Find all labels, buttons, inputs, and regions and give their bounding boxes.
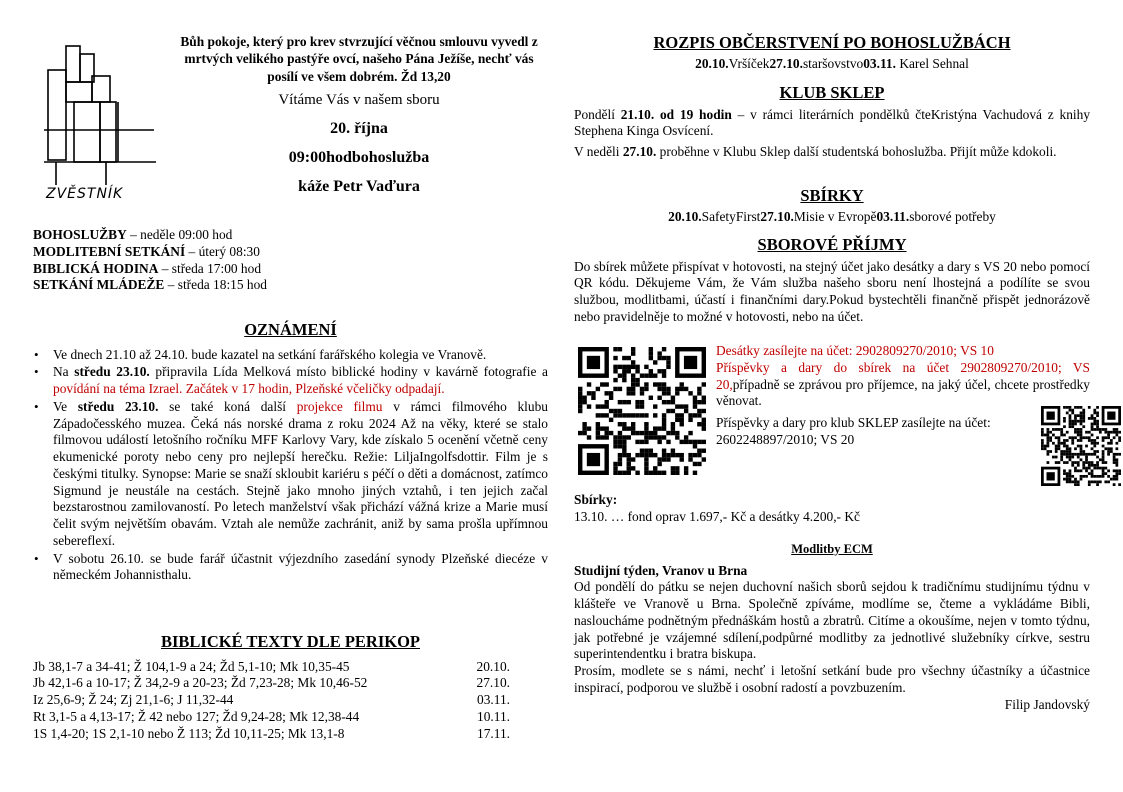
club-title: KLUB SKLEP	[779, 83, 885, 102]
schedule-time: – středa 17:00 hod	[158, 260, 262, 276]
income-section	[574, 235, 1090, 326]
prayers-paragraph: Prosím, modlete se s námi, nechť i letošní setkání bude pro všechny účastníky a účastnice inspirací, podporou ve službě i osobní radostí a povzbuzením.	[574, 663, 1090, 695]
refreshment-person: Karel Sehnal	[895, 55, 969, 71]
club-text: – v rámci literárních pondělků čteKristýna Vachudová z knihy Stephena Kinga Osvícení.	[574, 106, 1091, 139]
announcements-list	[33, 347, 548, 585]
club-text: V neděli	[574, 144, 623, 160]
collection-sums-label: Sbírky:	[574, 492, 618, 507]
bible-reference: 1S 1,4-20; 1S 2,1-10 nebo Ž 113; Žd 10,11-25; Mk 13,1-8	[33, 725, 345, 741]
bible-reference: Jb 42,1-6 a 10-17; Ž 34,2-9 a 20-23; Žd 7,23-28; Mk 10,46-52	[33, 675, 368, 691]
schedule-name: SETKÁNÍ MLÁDEŽE	[33, 277, 165, 293]
announcement-item	[53, 399, 548, 550]
table-row	[33, 709, 548, 726]
prayers-section	[574, 542, 1090, 713]
refreshments-title: ROZPIS OBČERSTVENÍ PO BOHOSLUŽBÁCH	[653, 33, 1011, 52]
bible-texts-table	[33, 659, 548, 743]
reading-date: 20.10.	[476, 658, 510, 674]
collection-purpose: sborové potřeby	[909, 208, 996, 224]
weekly-schedule	[33, 227, 333, 294]
income-intro: Do sbírek můžete přispívat v hotovosti, na stejný účet jako desátky a dary s VS 20 nebo pomocí QR kódu. Děkujeme Vám, že Vám služba našeho sboru není lhostejná a podílíte se svou službou, modlitbami, účastí i finančními dary.Pokud bystechtěli finančně přispět jednorázově nebo pravidelněje to možné v hotovosti, nebo na účet.	[574, 258, 1090, 324]
announcement-date: středu 23.10.	[77, 398, 159, 414]
announcement-text: Ve dnech 21.10 až 24.10. bude kazatel na setkání farářského kolegia ve Vranově.	[53, 346, 487, 362]
refreshment-date: 20.10.	[695, 55, 729, 71]
collections-section	[574, 186, 1090, 225]
income-title: SBOROVÉ PŘÍJMY	[757, 235, 907, 254]
schedule-row	[33, 227, 333, 244]
schedule-row	[33, 261, 333, 278]
announcement-text: v rámci filmového klubu Západočesského muzea. Čeká nás norské drama z roku 2024 Až na věky, které se stalo filmovou událostí letošního ročníku MFF Karlovy Vary, kde získalo 5 ocenění včetně ceny ekumenické poroty nebo ceny pro nejlepší herečku. Režie: LiljaIngolfsdottir. Film je s českými titulky. Synopse: Marie se snaží skloubit kariéru s péčí o děti a domácnost, zatímco Sigmund je neustále na cestách. Stejně jako mnoho jiných vztahů, i ten jejich začal bezstarostnou zamilovaností. Po letech manželství však přichází vážná krize a Marie musí čelit svým největším obavám. Vztah ale nemůže zachránit, aniž by sama prošla upřímnou sebereflexí.	[53, 398, 548, 548]
header	[170, 33, 548, 197]
reading-date: 17.11.	[477, 725, 510, 741]
refreshment-date: 03.11.	[863, 55, 896, 71]
qr-code-icon	[578, 347, 706, 475]
account-info	[716, 343, 1090, 449]
service-time: 09:00hodbohoslužba	[288, 149, 430, 167]
schedule-name: MODLITEBNÍ SETKÁNÍ	[33, 243, 186, 259]
prayers-title: Modlitby ECM	[791, 542, 873, 556]
announcement-highlight: povídání na téma Izrael	[53, 381, 180, 397]
announcement-item	[53, 364, 548, 398]
schedule-time: – úterý 08:30	[185, 243, 260, 259]
schedule-time: – středa 18:15 hod	[164, 277, 267, 293]
schedule-name: BIBLICKÁ HODINA	[33, 260, 159, 276]
announcement-text: připravila Lída Melková místo biblické hodiny v kavárně fotografie a	[149, 364, 548, 380]
collection-date: 03.11.	[876, 208, 910, 224]
qr-code-club-icon	[1041, 406, 1121, 486]
reading-date: 03.11.	[477, 692, 510, 708]
refreshment-person: Vršíček	[728, 55, 770, 71]
announcement-text: Na	[53, 364, 75, 380]
schedule-time: – neděle 09:00 hod	[126, 227, 233, 242]
bible-texts-title: BIBLICKÉ TEXTY DLE PERIKOP	[160, 632, 421, 651]
collection-purpose: Misie v Evropě	[793, 208, 877, 224]
prayers-subtitle: Studijní týden, Vranov u Brna	[574, 562, 748, 578]
refreshment-person: staršovstvo	[802, 55, 864, 71]
announcement-text: V sobotu 26.10. se bude farář účastnit výjezdního zasedání synody Plzeňské diecéze v německém Johannisthalu.	[53, 550, 548, 583]
club-section	[574, 83, 1090, 161]
reading-date: 27.10.	[476, 675, 510, 691]
bible-reference: Rt 3,1-5 a 4,13-17; Ž 42 nebo 127; Žd 9,24-28; Mk 12,38-44	[33, 708, 360, 724]
zvestnik-logo	[44, 40, 162, 205]
club-date: 27.10.	[622, 144, 657, 160]
announcements-title: OZNÁMENÍ	[244, 320, 337, 339]
table-row	[33, 726, 548, 743]
bible-reference: Iz 25,6-9; Ž 24; Zj 21,1-6; J 11,32-44	[33, 692, 234, 708]
announcement-highlight: projekce filmu	[296, 398, 383, 414]
announcements-section	[33, 320, 548, 585]
table-row	[33, 692, 548, 709]
refreshments-section	[574, 33, 1090, 72]
announcement-text: Ve	[53, 398, 78, 414]
bible-reference: Jb 38,1-7 a 34-41; Ž 104,1-9 a 24; Žd 5,1-10; Mk 10,35-45	[33, 658, 350, 674]
preacher: káže Petr Vaďura	[298, 178, 420, 196]
announcement-text: se také koná další	[158, 398, 297, 414]
club-date: 21.10. od 19 hodin	[620, 106, 732, 122]
refreshment-date: 27.10.	[769, 55, 803, 71]
announcement-item	[53, 347, 548, 364]
announcement-item	[53, 551, 548, 585]
reading-date: 10.11.	[477, 708, 510, 724]
club-paragraph	[574, 144, 1090, 161]
service-date: 20. října	[330, 120, 388, 138]
motto: Bůh pokoje, který pro krev stvrzující věčnou smlouvu vyvedl z mrtvých velikého pastýře ovcí, našeho Pána Ježíše, nechť vás posílí ve všem dobrém. Žd 13,20	[180, 34, 538, 84]
refreshments-line	[574, 56, 1090, 73]
logo-text: ZVĚSTNÍK	[46, 186, 124, 202]
table-row	[33, 675, 548, 692]
bible-texts-section	[33, 632, 548, 742]
club-text: Pondělí	[574, 106, 621, 122]
collection-sums-text: 13.10. … fond oprav 1.697,- Kč a desátky 4.200,- Kč	[574, 508, 860, 524]
announcement-date: středu 23.10.	[74, 364, 150, 380]
collections-line	[574, 209, 1090, 226]
club-account: Příspěvky a dary pro klub SKLEP zasílejte na účet: 2602248897/2010; VS 20	[716, 415, 991, 447]
gifts-account-note: případně se zprávou pro příjemce, na jaký účel, chcete prostředky věnovat.	[716, 376, 1090, 409]
prayers-signature: Filip Jandovský	[1004, 696, 1090, 712]
collection-purpose: SafetyFirst	[701, 208, 761, 224]
prayers-paragraph: Od pondělí do pátku se nejen duchovní našich sborů sejdou k tradičnímu studijnímu týdnu v klášteře ve Vranově u Brna. Společně zpíváme, modlíme se, čteme a vykládáme Bibli, nasloucháme podnětným přednáškám hostů a zbratrů. Citíme a okoušíme, nejen v tomto týdnu, jak potřebné je vzájemné sdílení,podpůrné modlitby za jednotlivé služebníky církve, sestru superintendentku i bratra biskupa.	[574, 579, 1090, 662]
welcome-text: Vítáme Vás v našem sboru	[278, 92, 440, 109]
collections-title: SBÍRKY	[800, 186, 864, 205]
schedule-row	[33, 277, 333, 294]
gifts-account	[716, 360, 1090, 410]
tithes-account: Desátky zasílejte na účet: 2902809270/2010; VS 10	[716, 343, 994, 358]
schedule-name: BOHOSLUŽBY	[33, 227, 127, 242]
collection-sums	[574, 492, 1090, 526]
collection-date: 27.10.	[760, 208, 794, 224]
collection-date: 20.10.	[668, 208, 702, 224]
announcement-text: . Začátek v 17 hodin, Plzeňské včeličky odpadají.	[179, 381, 445, 397]
club-paragraph	[574, 107, 1090, 141]
gifts-account-number: Příspěvky a dary do sbírek na účet 2902809270/2010; VS 20,	[716, 359, 1090, 392]
schedule-row	[33, 244, 333, 261]
table-row	[33, 659, 548, 676]
club-text: proběhne v Klubu Sklep další studentská bohoslužba. Přijít může kdokoli.	[656, 144, 1057, 160]
